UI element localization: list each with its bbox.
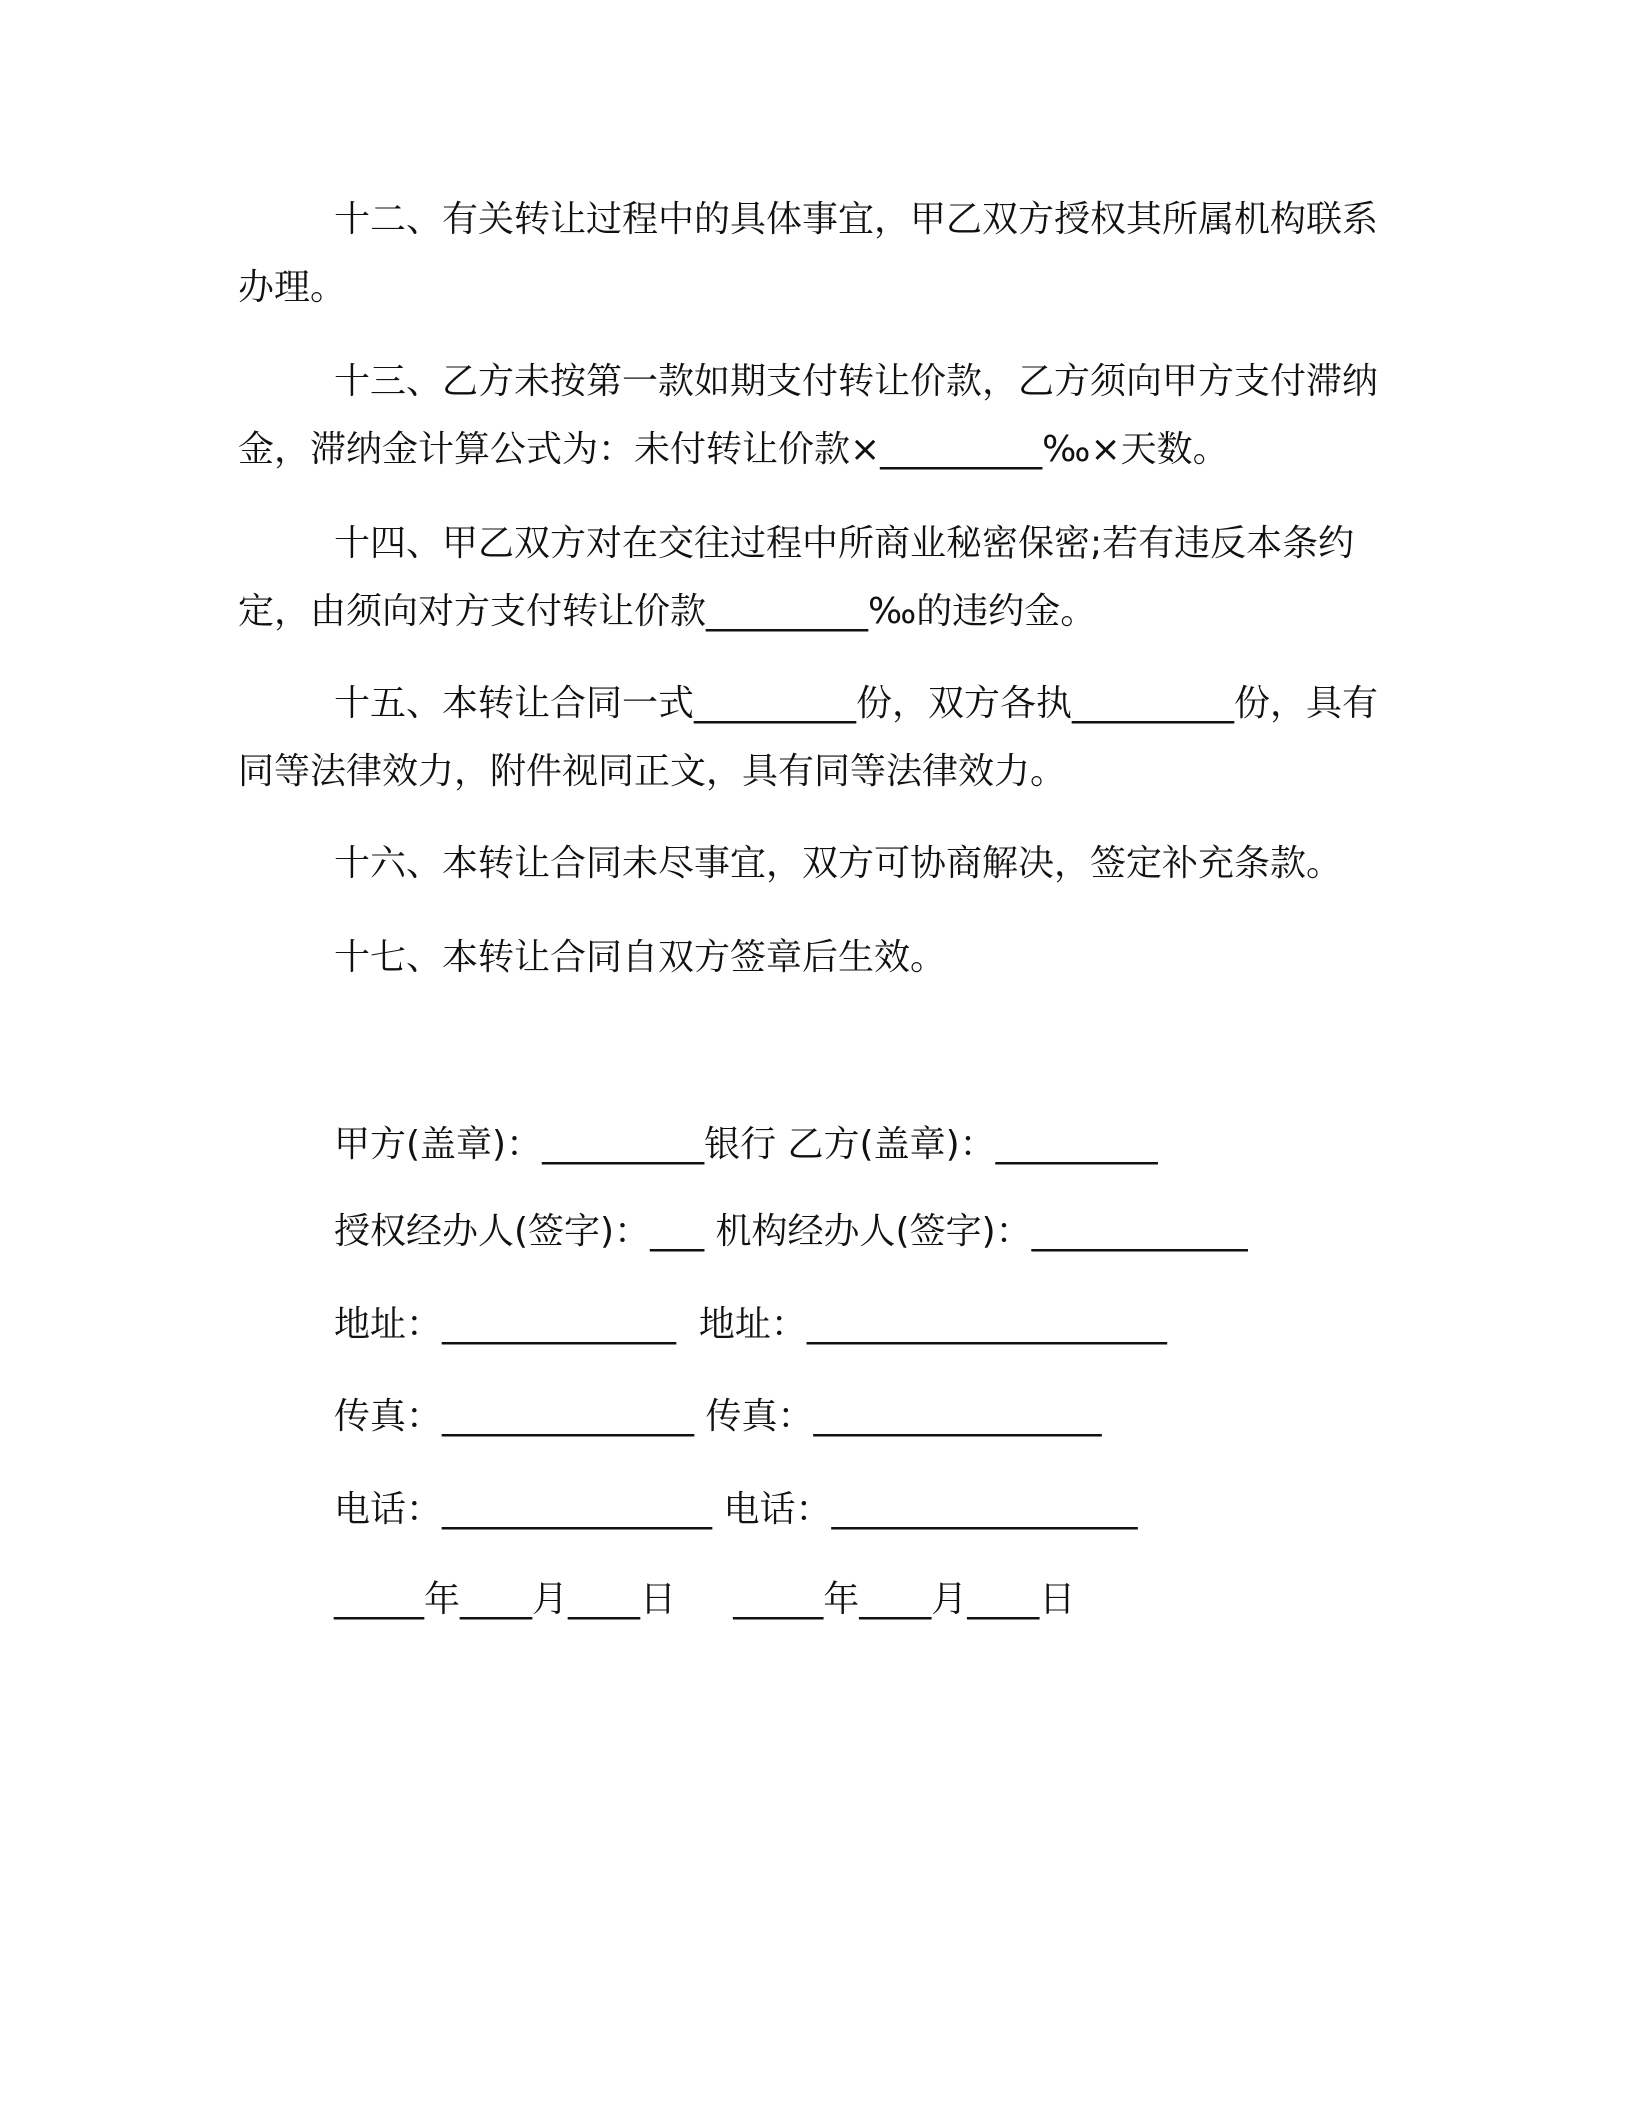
clause-15: 十五、本转让合同一式_________份，双方各执_________份，具有同等法律效力，附件视同正文，具有同等法律效力。 [238, 683, 1379, 792]
signature-address-line: 地址：_____________ 地址：____________________ [334, 1304, 1167, 1345]
clause-14: 十四、甲乙双方对在交往过程中所商业秘密保密;若有违反本条约定，由须向对方支付转让价款_________‰的违约金。 [238, 523, 1355, 632]
clause-13: 十三、乙方未按第一款如期支付转让价款，乙方须向甲方支付滞纳金，滞纳金计算公式为：未付转让价款×_________‰×天数。 [238, 361, 1379, 470]
signature-date-line: _____年____月____日 _____年____月____日 [334, 1579, 1076, 1620]
clause-16: 十六、本转让合同未尽事宜，双方可协商解决，签定补充条款。 [334, 843, 1343, 884]
signature-phone-line: 电话：_______________ 电话：_________________ [334, 1489, 1138, 1530]
signature-fax-line: 传真：______________ 传真：________________ [334, 1396, 1102, 1437]
signature-party-line: 甲方(盖章)：_________银行 乙方(盖章)：_________ [334, 1124, 1158, 1165]
clause-17: 十七、本转让合同自双方签章后生效。 [334, 937, 947, 978]
signature-agent-line: 授权经办人(签字)：___ 机构经办人(签字)：____________ [334, 1211, 1248, 1252]
clause-12: 十二、有关转让过程中的具体事宜，甲乙双方授权其所属机构联系办理。 [238, 199, 1379, 308]
